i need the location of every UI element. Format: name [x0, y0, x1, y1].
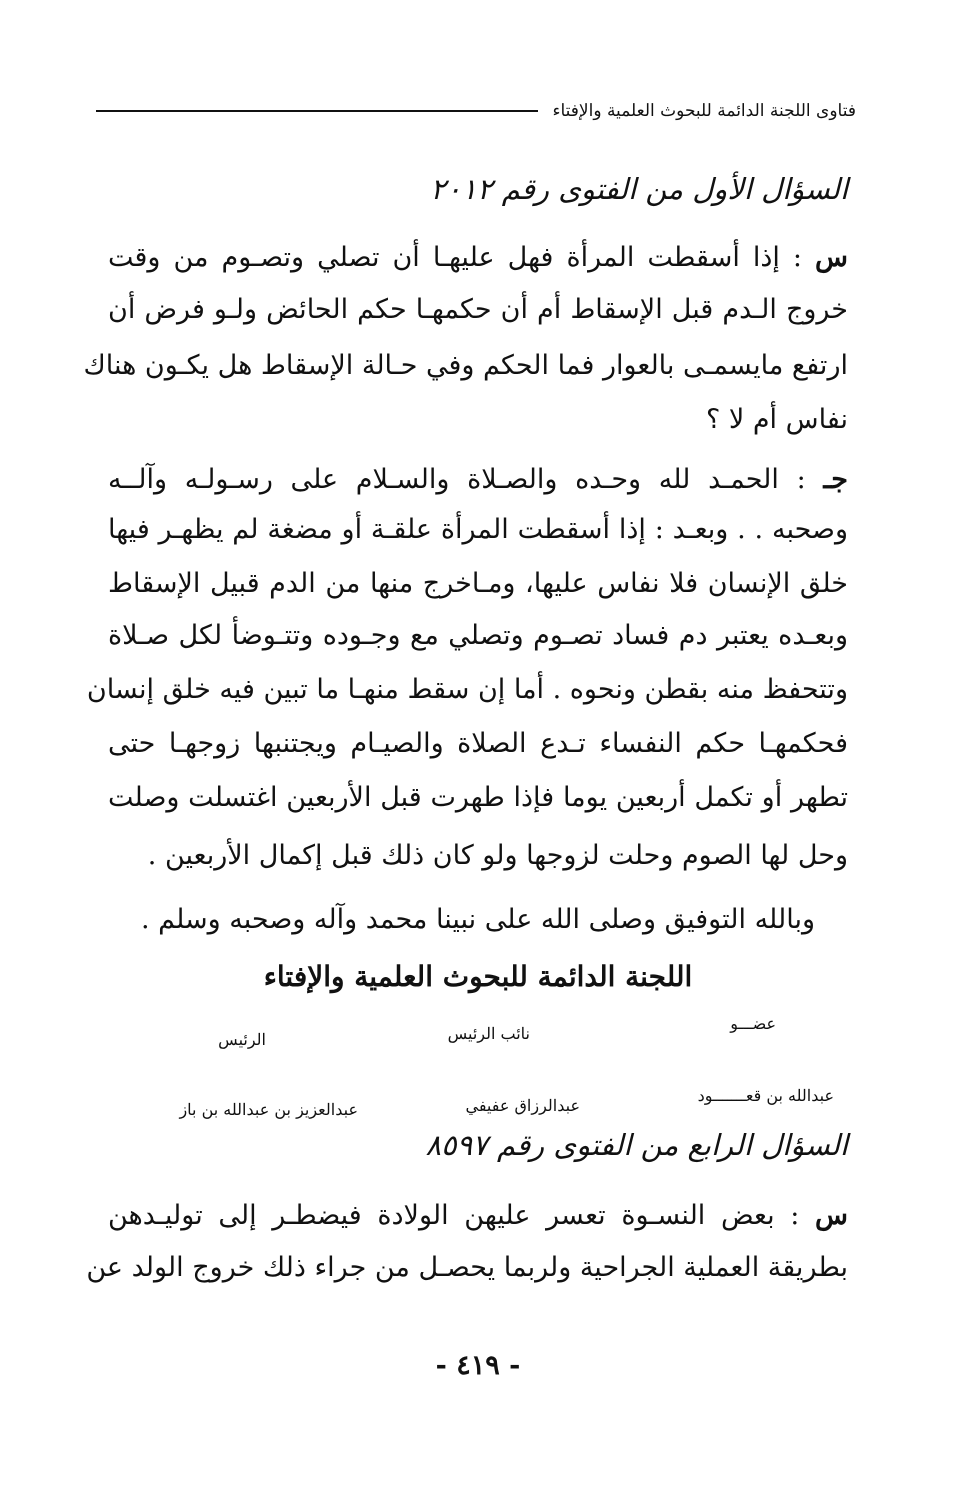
answer-text: : الحمـد لله وحـده والصـلاة والسـلام على رسـولـه وآلــه [108, 464, 806, 495]
fatwa1-answer-line-7: تطهر أو تكمل أربعين يوما فإذا طهرت قبل الأربعين اغتسلت وصلت [108, 782, 848, 813]
running-head-rule [96, 110, 538, 112]
signatory-name-president: عبدالعزيز بن عبدالله بن باز [179, 1100, 358, 1119]
fatwa1-answer-line-8: وحل لها الصوم وحلت لزوجها ولو كان ذلك قبل إكمال الأربعين . [147, 840, 848, 871]
page-number: - ٤١٩ - [435, 1350, 521, 1381]
fatwa1-question-line-1 [108, 236, 848, 280]
question-text: : إذا أسقطت المرأة فهل عليهـا أن تصلي وتصـوم من وقت [108, 242, 802, 273]
fatwa1-question-line-4: نفاس أم لا ؟ [705, 404, 848, 435]
fatwa1-answer-line-1 [108, 458, 848, 502]
running-head [96, 96, 856, 126]
question-marker: س [815, 1200, 848, 1231]
fatwa2-question-line-1 [108, 1194, 848, 1238]
running-head-title: فتاوى اللجنة الدائمة للبحوث العلمية والإفتاء [552, 101, 856, 121]
answer-marker: جـ [823, 464, 848, 495]
fatwa2-title: السؤال الرابع من الفتوى رقم ٨٥٩٧ [425, 1128, 848, 1162]
fatwa1-answer-line-2: وصحبه . . وبعـد : إذا أسقطت المرأة علقـة أو مضغة لم يظهـر فيها [108, 514, 848, 545]
signatory-role-president: الرئيس [218, 1030, 266, 1049]
signatory-name-member: عبدالله بن قعـــــــود [697, 1086, 834, 1105]
fatwa1-answer-line-4: وبعـده يعتبر دم فساد تصـوم وتصلي مع وجـوده وتتـوضأ لكل صـلاة [108, 620, 848, 651]
committee-name: اللجنة الدائمة للبحوث العلمية والإفتاء [263, 960, 693, 993]
fatwa1-answer-line-5: وتتحفظ منه بقطن ونحوه . أما إن سقط منهـا ما تبين فيه خلق إنسان [86, 674, 848, 705]
fatwa1-answer-line-3: خلق الإنسان فلا نفاس عليها، ومـاخرج منها من الدم قبيل الإسقاط [108, 568, 848, 599]
signatory-role-vice-president: نائب الرئيس [447, 1024, 530, 1043]
question-text: : بعض النسـوة تعسر عليهن الولادة فيضطـر إلى توليـدهن [108, 1200, 800, 1231]
signatory-name-vice-president: عبدالرزاق عفيفي [465, 1096, 580, 1115]
fatwa2-question-line-2: بطريقة العملية الجراحية ولربما يحصـل من جراء ذلك خروج الولد عن [86, 1252, 848, 1283]
signatory-role-member: عضـــو [730, 1014, 776, 1033]
fatwa1-question-line-2: خروج الـدم قبل الإسقاط أم أن حكمهـا حكم الحائض ولـو فرض أن [108, 294, 848, 325]
fatwa1-title: السؤال الأول من الفتوى رقم ٢٠١٢ [430, 172, 848, 206]
question-marker: س [815, 242, 848, 273]
fatwa1-question-line-3: ارتفع مايسمـى بالعوار فما الحكم وفي حـالة الإسقاط هل يكـون هناك [83, 350, 848, 381]
fatwa1-answer-line-6: فحكمهـا حكم النفساء تـدع الصلاة والصيـام ويجتنبها زوجهـا حتى [108, 728, 848, 759]
closing-formula: وبالله التوفيق وصلى الله على نبينا محمد وآله وصحبه وسلم . [140, 904, 815, 935]
